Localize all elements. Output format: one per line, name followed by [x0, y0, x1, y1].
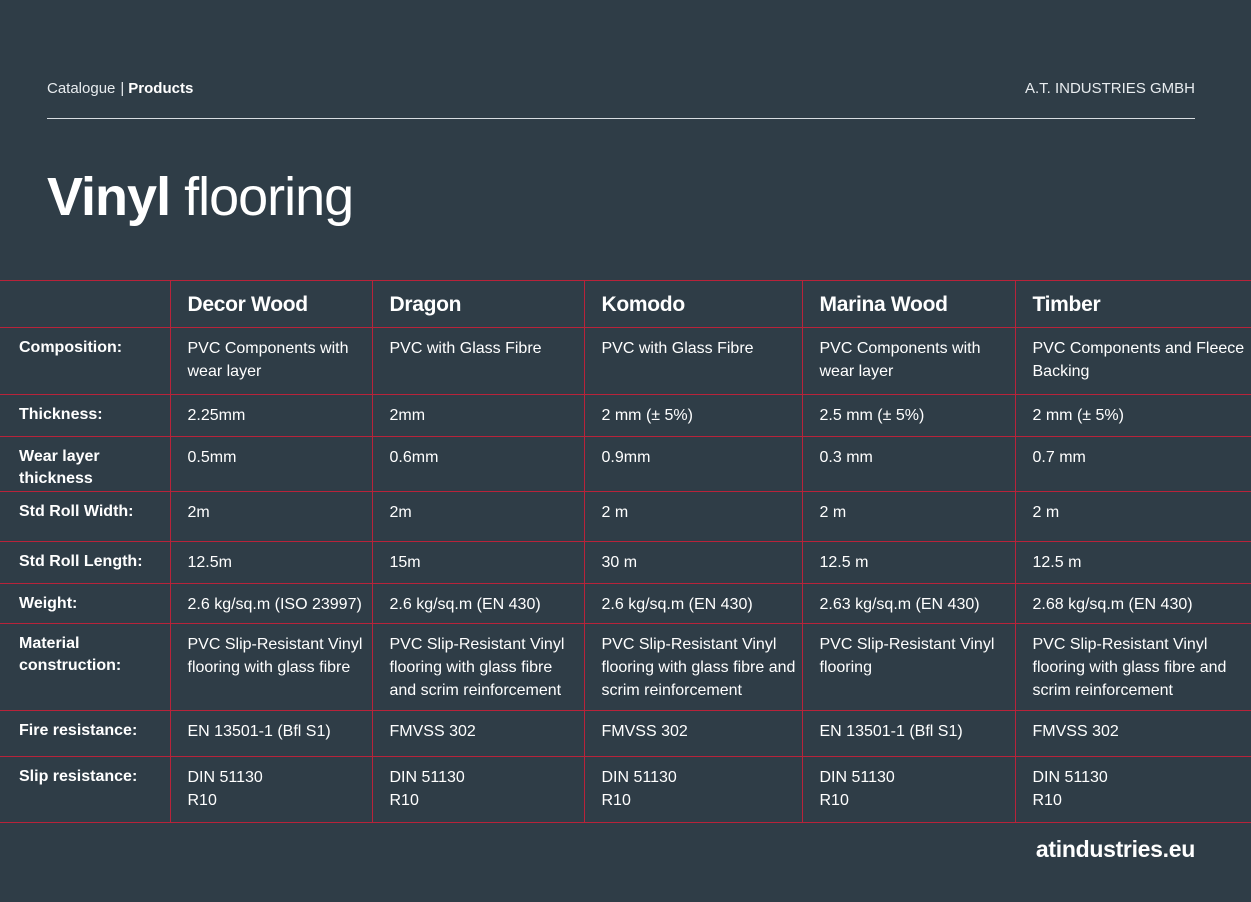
table-cell: 2 m	[1015, 492, 1251, 542]
table-row	[0, 437, 1251, 492]
table-cell: EN 13501-1 (Bfl S1)	[170, 711, 372, 757]
table-cell: PVC Slip-Resistant Vinyl flooring	[802, 624, 1015, 711]
table-cell: PVC Slip-Resistant Vinyl flooring with glass fibre and scrim reinforcement	[372, 624, 584, 711]
table-cell: DIN 51130 R10	[372, 757, 584, 823]
table-cell: 2.63 kg/sq.m (EN 430)	[802, 584, 1015, 624]
table-cell: PVC Components and Fleece Backing	[1015, 328, 1251, 395]
column-header: Timber	[1015, 281, 1251, 328]
table-cell: 2m	[170, 492, 372, 542]
table-row	[0, 584, 1251, 624]
row-label: Slip resistance:	[0, 757, 170, 823]
table-cell: 2.6 kg/sq.m (EN 430)	[584, 584, 802, 624]
table-cell: PVC Components with wear layer	[802, 328, 1015, 395]
table-cell: 15m	[372, 542, 584, 584]
table-cell: 2.25mm	[170, 395, 372, 437]
table-row	[0, 328, 1251, 395]
table-row	[0, 757, 1251, 823]
table-cell: 0.7 mm	[1015, 437, 1251, 492]
table-cell: DIN 51130 R10	[170, 757, 372, 823]
table-cell: 2.5 mm (± 5%)	[802, 395, 1015, 437]
table-cell: EN 13501-1 (Bfl S1)	[802, 711, 1015, 757]
table-cell: FMVSS 302	[1015, 711, 1251, 757]
table-cell: 2 mm (± 5%)	[584, 395, 802, 437]
row-label: Std Roll Width:	[0, 492, 170, 542]
table-row	[0, 542, 1251, 584]
page-title	[47, 166, 353, 228]
row-label: Std Roll Length:	[0, 542, 170, 584]
breadcrumb-separator: |	[120, 80, 125, 97]
row-label: Composition:	[0, 328, 170, 395]
table-row	[0, 624, 1251, 711]
table-row	[0, 395, 1251, 437]
table-cell: 0.5mm	[170, 437, 372, 492]
table-cell: 12.5m	[170, 542, 372, 584]
column-header: Marina Wood	[802, 281, 1015, 328]
company-name: A.T. INDUSTRIES GMBH	[1024, 80, 1195, 97]
row-label: Weight:	[0, 584, 170, 624]
table-cell: 2 m	[802, 492, 1015, 542]
column-header: Komodo	[584, 281, 802, 328]
table-cell: 2.68 kg/sq.m (EN 430)	[1015, 584, 1251, 624]
page-header	[47, 78, 1195, 119]
table-cell: FMVSS 302	[584, 711, 802, 757]
table-cell: PVC Slip-Resistant Vinyl flooring with glass fibre and scrim reinforcement	[1015, 624, 1251, 711]
table-cell: PVC Components with wear layer	[170, 328, 372, 395]
breadcrumb	[47, 80, 193, 97]
row-label: Material construction:	[0, 624, 170, 711]
table-cell: PVC with Glass Fibre	[584, 328, 802, 395]
table-cell: 30 m	[584, 542, 802, 584]
table-cell: PVC Slip-Resistant Vinyl flooring with glass fibre and scrim reinforcement	[584, 624, 802, 711]
table-cell: 2 mm (± 5%)	[1015, 395, 1251, 437]
table-cell: 0.6mm	[372, 437, 584, 492]
table-cell: 2.6 kg/sq.m (EN 430)	[372, 584, 584, 624]
spec-table	[0, 280, 1251, 823]
row-label: Thickness:	[0, 395, 170, 437]
breadcrumb-current: Products	[128, 80, 194, 97]
table-cell: 2mm	[372, 395, 584, 437]
table-cell: 12.5 m	[1015, 542, 1251, 584]
table-cell: PVC Slip-Resistant Vinyl flooring with glass fibre	[170, 624, 372, 711]
website-link[interactable]: atindustries.eu	[1035, 836, 1195, 862]
table-cell: PVC with Glass Fibre	[372, 328, 584, 395]
table-cell: 2m	[372, 492, 584, 542]
table-cell: DIN 51130 R10	[802, 757, 1015, 823]
table-row	[0, 492, 1251, 542]
table-header-row	[0, 281, 1251, 328]
table-cell: 0.9mm	[584, 437, 802, 492]
table-corner-cell	[0, 281, 170, 328]
table-cell: 2 m	[584, 492, 802, 542]
row-label: Fire resistance:	[0, 711, 170, 757]
table-row	[0, 711, 1251, 757]
breadcrumb-root[interactable]: Catalogue	[47, 80, 116, 97]
table-cell: DIN 51130 R10	[584, 757, 802, 823]
column-header: Dragon	[372, 281, 584, 328]
page-title-light: flooring	[184, 167, 354, 227]
table-cell: 12.5 m	[802, 542, 1015, 584]
table-cell: DIN 51130 R10	[1015, 757, 1251, 823]
table-cell: 0.3 mm	[802, 437, 1015, 492]
row-label: Wear layer thickness	[0, 437, 170, 492]
table-cell: FMVSS 302	[372, 711, 584, 757]
table-cell: 2.6 kg/sq.m (ISO 23997)	[170, 584, 372, 624]
page-title-bold: Vinyl	[47, 167, 171, 227]
column-header: Decor Wood	[170, 281, 372, 328]
